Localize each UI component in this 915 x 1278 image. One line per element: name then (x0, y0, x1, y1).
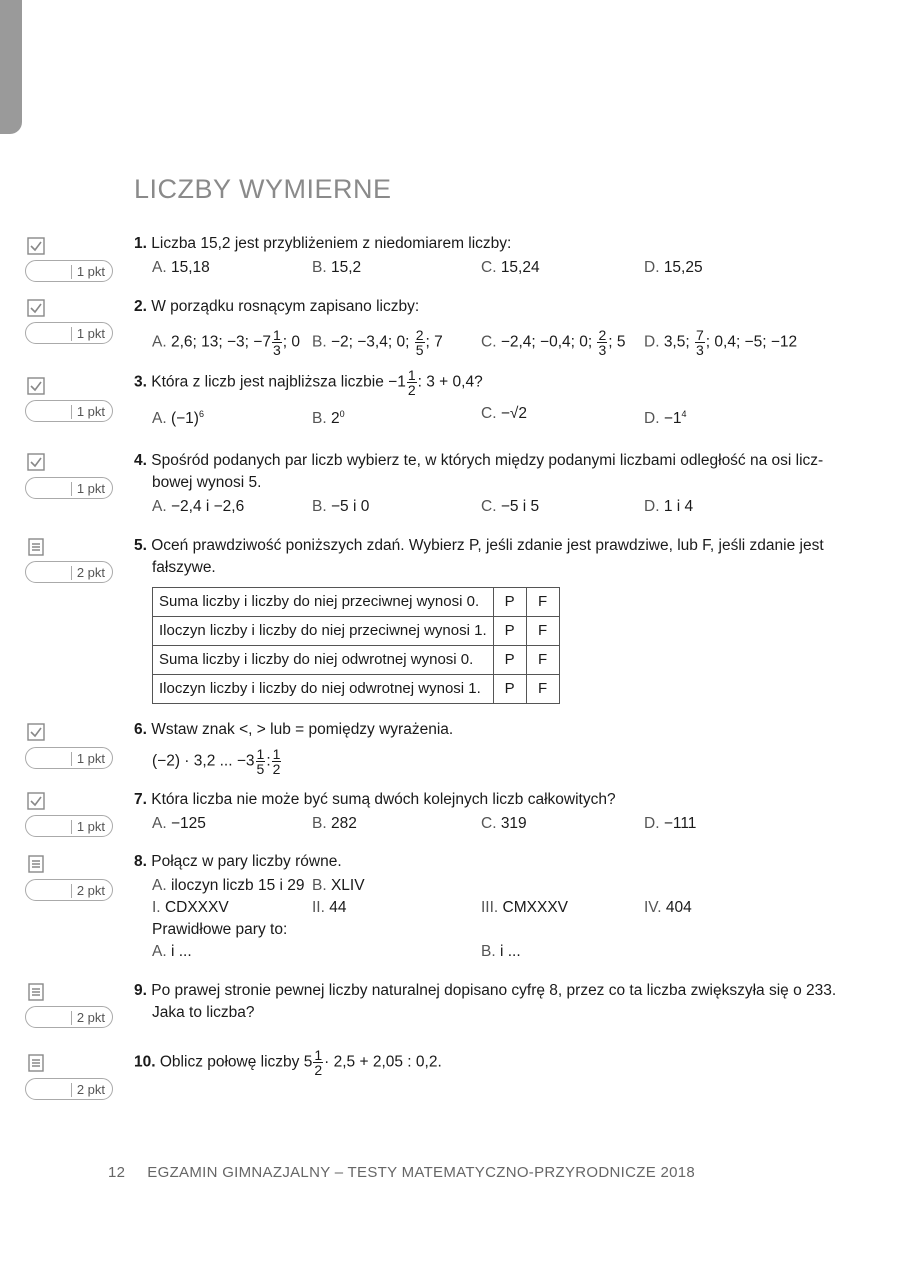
option-a: A. −2,4 i −2,6 (152, 498, 245, 515)
points-box: 1 pkt (25, 260, 113, 282)
document-icon (27, 1054, 45, 1072)
pairs-label: Prawidłowe pary to: (152, 921, 288, 938)
question-6: 6. Wstaw znak <, > lub = pomiędzy wyrażenia. (−2) · 3,2 ... −3 $\frac{1}{5}$ : $\frac{1}{2}$ (134, 721, 454, 777)
option-a: A. $(-1)^6$ (152, 409, 204, 428)
points-box: 1 pkt (25, 322, 113, 344)
p-option[interactable]: P (493, 675, 526, 704)
points-box: 2 pkt (25, 1006, 113, 1028)
f-option[interactable]: F (526, 617, 559, 646)
question-4: 4. Spośród podanych par liczb wybierz te, w których między podanymi liczbami odległość na osi licz- bowej wynosi 5. A. −2,4 i −2,6 B. −5 i 0 C. −5 i 5 D. 1 i 4 (134, 450, 834, 518)
footer-title: EGZAMIN GIMNAZJALNY – TESTY MATEMATYCZNO-PRZYRODNICZE 2018 (147, 1164, 696, 1181)
option-d: D. 3,5; $\frac{7}{3}$ ; 0,4; −5; −12 (644, 327, 798, 358)
question-7: 7. Która liczba nie może być sumą dwóch kolejnych liczb całkowitych? A. −125 B. 282 C. 319 D. −111 (134, 789, 834, 835)
table-row: Suma liczby i liczby do niej przeciwnej wynosi 0. P F (153, 588, 560, 617)
question-2: 2. W porządku rosnącym zapisano liczby: A. 2,6; 13; −3; −7 $\frac{1}{3}$ ; 0 B. −2; −3,4; 0; $\frac{2}{5}$ ; 7 C. −2,4; −0,4; 0; $\frac{2}{3}$ ; 5 D. 3,5; $\frac{7}{3}$ ; 0,4; −5; −12 (134, 298, 798, 358)
points-box: 1 pkt (25, 815, 113, 837)
option-b: B. −2; −3,4; 0; $\frac{2}{5}$ ; 7 (312, 327, 443, 358)
question-10: 10. Oblicz połowę liczby 5 $\frac{1}{2}$ · 2,5 + 2,05 : 0,2. (134, 1047, 442, 1078)
f-option[interactable]: F (526, 675, 559, 704)
question-3: 3. Która z liczb jest najbliższa liczbie −1 $\frac{1}{2}$ : 3 + 0,4? A. $(-1)^6$ B. $2^0$ C. −√2 D. $-1^4$ (134, 368, 834, 425)
option-c: C. −√2 (481, 405, 527, 422)
document-icon (27, 855, 45, 873)
points-box: 1 pkt (25, 747, 113, 769)
option-iii: III. CMXXXV (481, 899, 569, 916)
p-option[interactable]: P (493, 617, 526, 646)
option-a: A. −125 (152, 815, 206, 832)
points-box: 1 pkt (25, 400, 113, 422)
option-c: C. −5 i 5 (481, 498, 540, 515)
checkbox-icon (27, 237, 45, 255)
f-option[interactable]: F (526, 646, 559, 675)
points-box: 2 pkt (25, 561, 113, 583)
checkbox-icon (27, 299, 45, 317)
option-iv: IV. 404 (644, 899, 692, 916)
table-row: Iloczyn liczby i liczby do niej przeciwnej wynosi 1. P F (153, 617, 560, 646)
option-a: A. 2,6; 13; −3; −7 $\frac{1}{3}$ ; 0 (152, 327, 300, 358)
option-a: A. iloczyn liczb 15 i 29 (152, 877, 305, 894)
page-edge-tab (0, 0, 22, 134)
question-9: 9. Po prawej stronie pewnej liczby naturalnej dopisano cyfrę 8, przez co ta liczba zwiększyła się o 233. Jaka to liczba? (134, 982, 837, 1021)
checkbox-icon (27, 723, 45, 741)
option-c: C. −2,4; −0,4; 0; $\frac{2}{3}$ ; 5 (481, 327, 626, 358)
table-row: Iloczyn liczby i liczby do niej odwrotnej wynosi 1. P F (153, 675, 560, 704)
option-ii: II. 44 (312, 899, 347, 916)
page-number: 12 (108, 1164, 126, 1181)
true-false-table (152, 587, 560, 704)
option-b: B. 15,2 (312, 259, 362, 276)
table-row: Suma liczby i liczby do niej odwrotnej wynosi 0. P F (153, 646, 560, 675)
expression: (−2) · 3,2 ... −3 $\frac{1}{5}$ : $\frac{1}{2}$ (152, 746, 281, 777)
question-8: 8. Połącz w pary liczby równe. A. iloczyn liczb 15 i 29 B. XLIV I. CDXXXV II. 44 III. CMXXXV IV. 404 Prawidłowe pary to: A. i ... B. i ... (134, 851, 834, 963)
p-option[interactable]: P (493, 646, 526, 675)
option-b: B. XLIV (312, 877, 365, 894)
pair-b: B. i ... (481, 943, 521, 960)
checkbox-icon (27, 377, 45, 395)
option-c: C. 319 (481, 815, 527, 832)
option-i: I. CDXXXV (152, 899, 229, 916)
checkbox-icon (27, 792, 45, 810)
document-icon (27, 983, 45, 1001)
option-b: B. 282 (312, 815, 357, 832)
section-title: LICZBY WYMIERNE (134, 174, 392, 204)
option-c: C. 15,24 (481, 259, 540, 276)
question-5: 5. Oceń prawdziwość poniższych zdań. Wybierz P, jeśli zdanie jest prawdziwe, lub F, jeśli zdanie jest fałszywe. Suma liczby i liczby do niej przeciwnej wynosi 0. P F Iloczyn liczby i liczby do niej przeciwnej wynosi 1. P F Suma liczby i liczby do niej odwrotnej wynosi 0. P F Iloczyn liczby i liczby do niej odwrotnej wynosi 1. P F (134, 535, 824, 704)
f-option[interactable]: F (526, 588, 559, 617)
option-d: D. 1 i 4 (644, 498, 694, 515)
option-d: D. $-1^4$ (644, 409, 687, 428)
p-option[interactable]: P (493, 588, 526, 617)
option-d: D. 15,25 (644, 259, 703, 276)
option-d: D. −111 (644, 815, 697, 832)
question-1: 1. Liczba 15,2 jest przybliżeniem z niedomiarem liczby: A. 15,18 B. 15,2 C. 15,24 D. 15,25 (134, 233, 852, 279)
option-a: A. 15,18 (152, 259, 210, 276)
document-icon (27, 538, 45, 556)
checkbox-icon (27, 453, 45, 471)
option-b: B. −5 i 0 (312, 498, 370, 515)
points-box: 1 pkt (25, 477, 113, 499)
points-box: 2 pkt (25, 1078, 113, 1100)
pair-a: A. i ... (152, 943, 192, 960)
option-b: B. $2^0$ (312, 409, 345, 428)
points-box: 2 pkt (25, 879, 113, 901)
page-footer (108, 1164, 695, 1181)
